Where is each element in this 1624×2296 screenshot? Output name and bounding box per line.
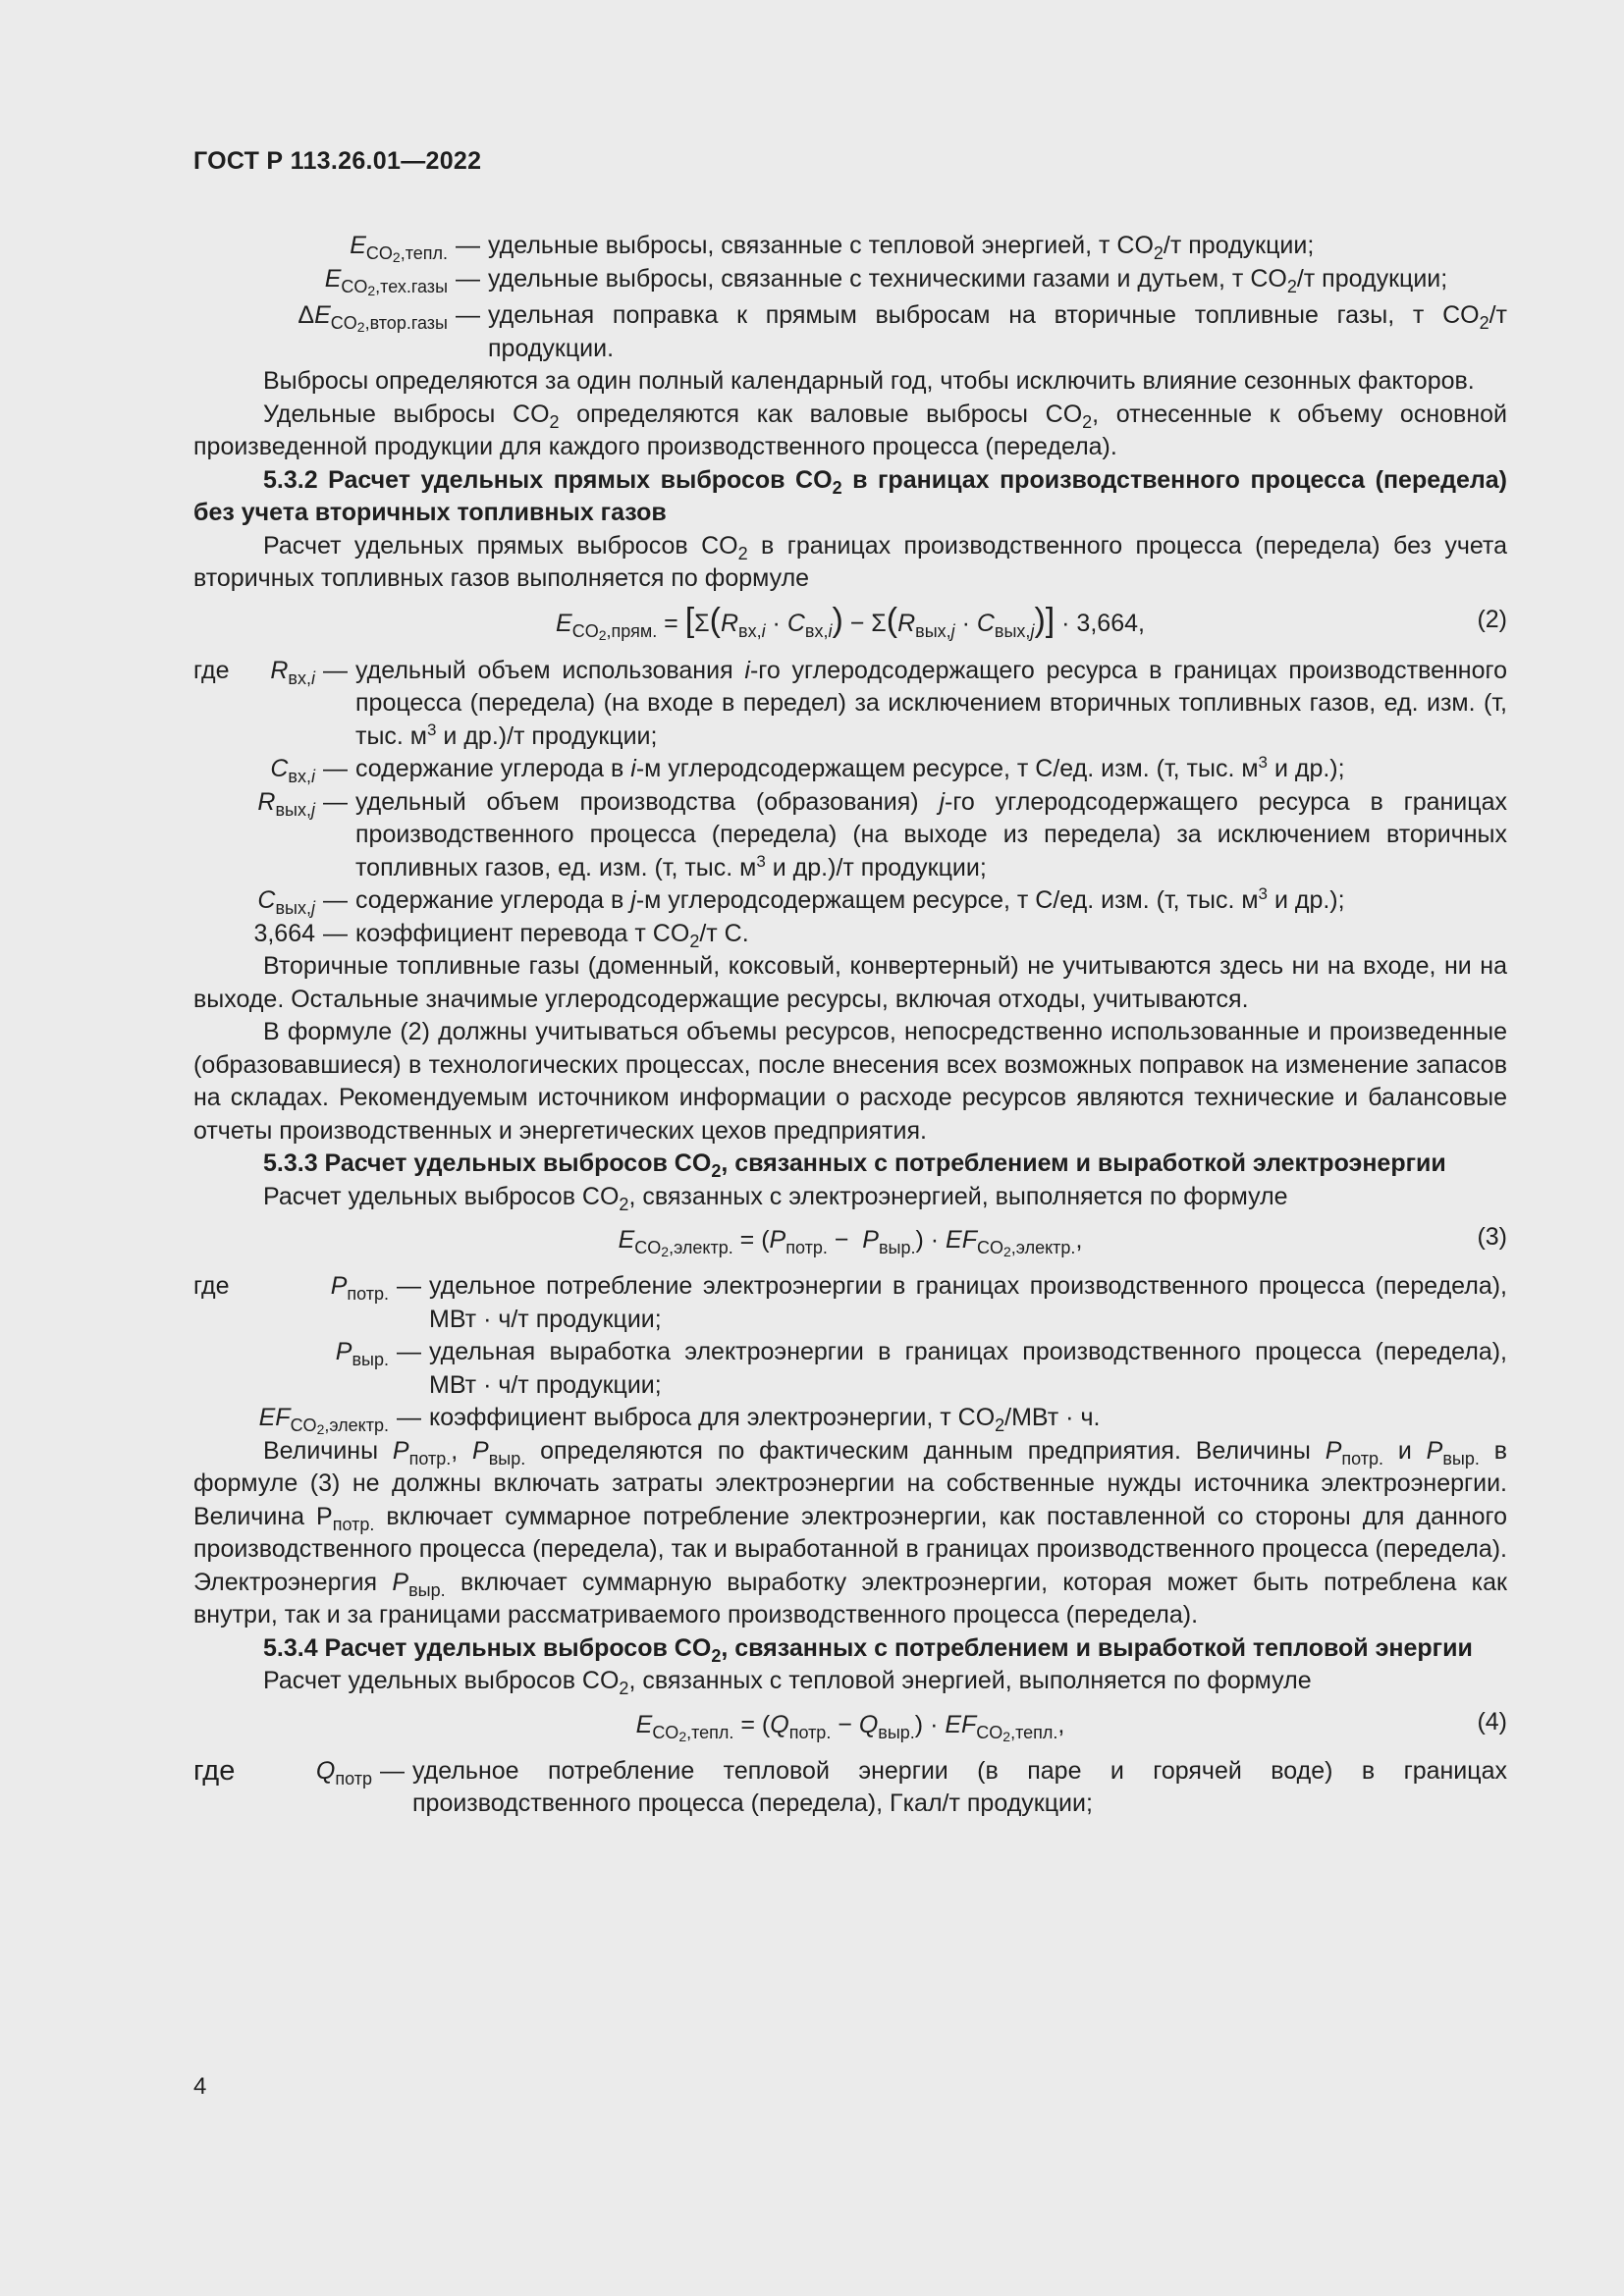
paragraph-5-3-2-intro: Расчет удельных прямых выбросов $CO_2$ в границах производственного процесса (передела) без учета вторичных топливных газов выполняется по формуле (193, 531, 1507, 592)
formula-3-number: (3) (1477, 1223, 1507, 1251)
definition-r-in: где $R_{вх,i}$ — удельный объем использования i-го углеродсодержащего ресурса в границах производственного процесса (передела) (на входе в передел) за исключением вторичных топливных газов, ед. изм. (т, тыс. $м^3$ и др.)/т продукции; (193, 656, 1507, 750)
section-heading-5-3-2: 5.3.2 Расчет удельных прямых выбросов $CO_2$ в границах производственного процесса (передела) без учета вторичных топливных газов (193, 465, 1508, 526)
formula-2-number: (2) (1477, 605, 1507, 633)
formula-4: $E_{CO_2,тепл.} = (Q_{потр.} - Q_{выр.}) \cdot EF_{CO_2,тепл.}$, (4) (635, 1707, 1507, 1744)
paragraph-specific-emissions: Удельные выбросы $CO_2$ определяются как валовые выбросы $CO_2$, отнесенные к объему основной произведенной продукции для каждого производственного процесса (передела). (193, 400, 1507, 460)
definition-c-out: $C_{вых,j}$ — содержание углерода в j-м углеродсодержащем ресурсе, т С/ед. изм. (т, тыс. $м^3$ и др.); (257, 884, 1345, 918)
document-body (193, 230, 1507, 1821)
definition-q-consumption: где $Q_{потр}$ — удельное потребление тепловой энергии (в паре и горячей воде) в границах производственного процесса (передела), Гкал/т продукции; (193, 1754, 1507, 1817)
section-heading-5-3-3: 5.3.3 Расчет удельных выбросов $CO_2$, связанных с потреблением и выработкой электроэнергии (263, 1149, 1446, 1181)
section-heading-5-3-4: 5.3.4 Расчет удельных выбросов $CO_2$, связанных с потреблением и выработкой тепловой энергии (263, 1633, 1473, 1666)
definition-e-co2-tech-gases: $E_{CO_2,тех.газы}$ — удельные выбросы, связанные с техническими газами и дутьем, т $CO_2/т$ продукции; (324, 264, 1448, 298)
paragraph-formula-2-volumes: В формуле (2) должны учитываться объемы ресурсов, непосредственно использованные и произведенные (образовавшиеся) в технологических процессах, после внесения всех возможных поправок на изменение запасов на складах. Рекомендуемым источником информации о расходе ресурсов являются технические и балансовые отчеты производственных и энергетических цехов предприятия. (193, 1018, 1507, 1145)
formula-2: $E_{CO_2,прям.} = [\Sigma(R_{вх,i} \cdot C_{вх,i}) - \Sigma(R_{вых,j} \cdot C_{вых,j})] \cdot 3,664$, (2) (556, 601, 1507, 643)
definition-r-out: $R_{вых,j}$ — удельный объем производства (образования) j-го углеродсодержащего ресурса в границах производственного процесса (передела) (на выходе из передела) за исключением вторичных топливных газов, ед. изм. (т, тыс. $м^3$ и др.)/т продукции; (257, 787, 1507, 881)
definition-delta-e-co2-secondary: $\Delta E_{CO_2,втор.газы}$ — удельная поправка к прямым выбросам на вторичные топливные газы, т $CO_2/т$ продукции. (298, 301, 1507, 362)
definition-e-co2-tepl: $E_{CO_2,тепл.}$ — удельные выбросы, связанные с тепловой энергией, т $CO_2/т$ продукции; (350, 232, 1315, 265)
definition-p-consumption: где $P_{потр.}$ — удельное потребление электроэнергии в границах производственного процесса (передела), МВт · ч/т продукции; (193, 1272, 1507, 1333)
paragraph-p-values: Величины $P_{потр.}$, $P_{выр.}$ определяются по фактическим данным предприятия. Величины $P_{потр.}$ и $P_{выр.}$ в формуле (3) не должны включать затраты электроэнергии на собственные нужды источника электроэнергии. Величина $Р_{потр.}$ включает суммарное потребление электроэнергии, как поставленной со стороны для данного производственного процесса (передела), так и выработанной в границах производственного процесса (передела). Электроэнергия $P_{выр.}$ включает суммарную выработку электроэнергии, которая может быть потреблена как внутри, так и за границами рассматриваемого производственного процесса (передела). (193, 1436, 1508, 1629)
paragraph-5-3-4-intro: Расчет удельных выбросов $CO_2$, связанных с тепловой энергией, выполняется по формуле (263, 1667, 1312, 1698)
definition-ef-electricity: $EF_{CO_2,электр.}$ — коэффициент выброса для электроэнергии, т $CO_2$/МВт · ч. (258, 1404, 1101, 1437)
formula-3: $E_{CO_2,электр.} = (P_{потр.} - P_{выр.}) \cdot EF_{CO_2,электр.}$, (3) (618, 1223, 1507, 1260)
paragraph-5-3-3-intro: Расчет удельных выбросов $CO_2$, связанных с электроэнергией, выполняется по формуле (263, 1182, 1288, 1214)
definition-c-in: $C_{вх,i}$ — содержание углерода в i-м углеродсодержащем ресурсе, т С/ед. изм. (т, тыс. $м^3$ и др.); (270, 753, 1345, 786)
paragraph-emissions-year: Выбросы определяются за один полный календарный год, чтобы исключить влияние сезонных факторов. (263, 367, 1475, 395)
definition-coefficient-3664: 3,664 — коэффициент перевода т $CO_2/т$ С. (253, 919, 749, 951)
page-number: 4 (193, 2073, 207, 2100)
formula-4-number: (4) (1477, 1707, 1507, 1735)
paragraph-secondary-gases: Вторичные топливные газы (доменный, коксовый, конвертерный) не учитываются здесь ни на входе, ни на выходе. Остальные значимые углеродсодержащие ресурсы, включая отходы, учитываются. (193, 952, 1507, 1013)
definition-p-generation: $P_{выр.}$ — удельная выработка электроэнергии в границах производственного процесса (передела), МВт · ч/т продукции; (335, 1338, 1507, 1399)
document-code: ГОСТ Р 113.26.01—2022 (193, 147, 482, 175)
